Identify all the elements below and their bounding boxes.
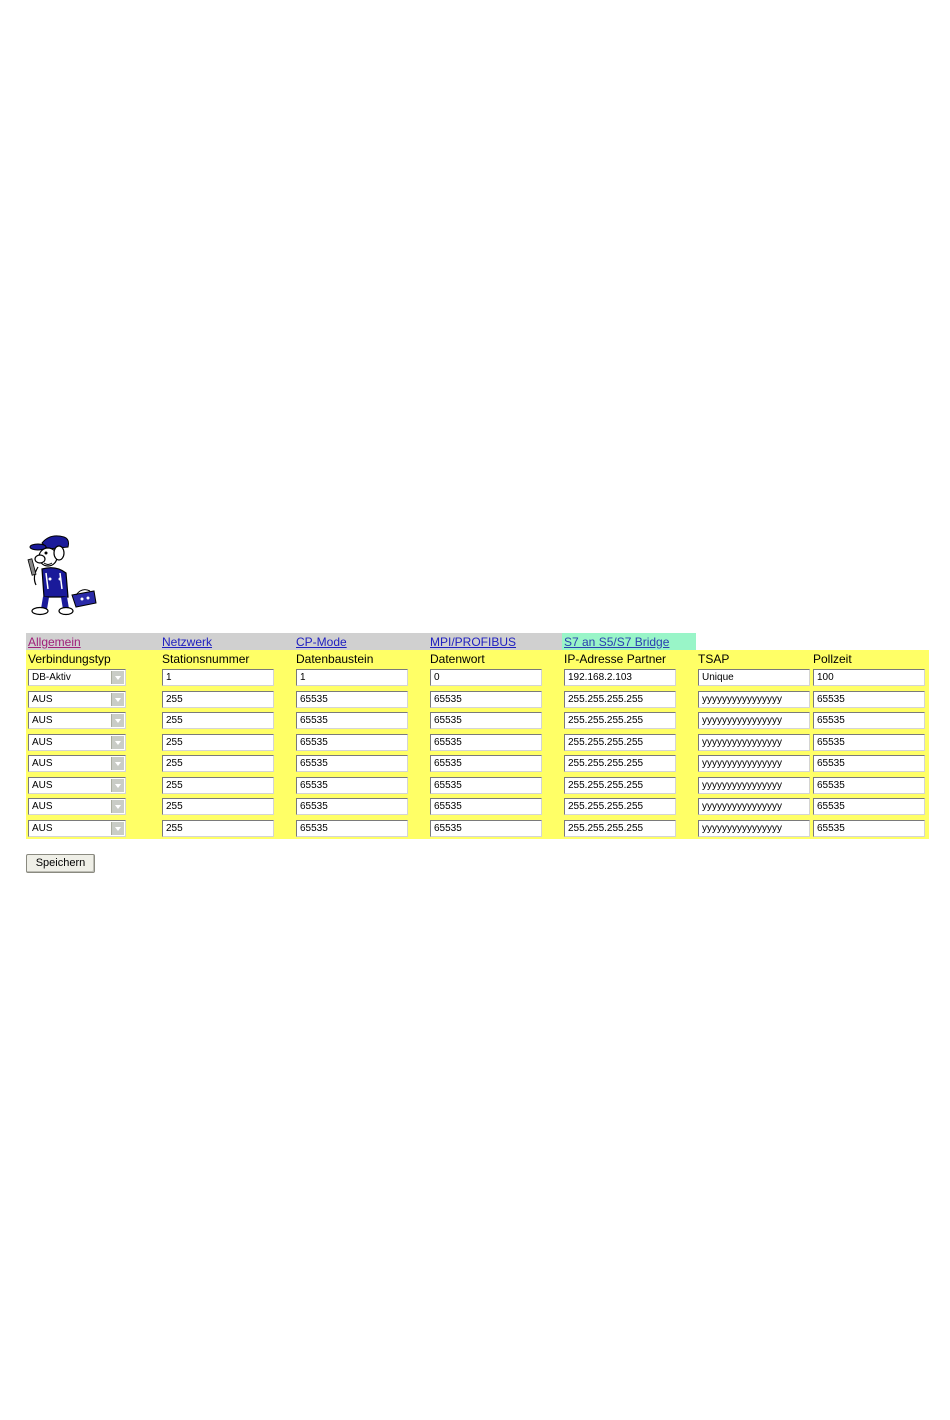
connection-config-table: [26, 633, 929, 839]
verbindungstyp-select[interactable]: [28, 669, 126, 686]
pollzeit-input[interactable]: [813, 691, 925, 708]
input-value: 65535: [817, 779, 845, 791]
datenbaustein-input[interactable]: [296, 777, 408, 794]
table-cell: [294, 689, 428, 711]
input-value: 65535: [434, 715, 462, 727]
tab-link-mpi-profibus[interactable]: MPI/PROFIBUS: [430, 634, 517, 649]
table-cell: [160, 796, 294, 818]
table-cell: [160, 710, 294, 732]
stationsnummer-input[interactable]: [162, 755, 274, 772]
table-cell: [428, 667, 562, 689]
table-cell: [562, 732, 696, 754]
input-value: 65535: [434, 693, 462, 705]
datenwort-input[interactable]: [430, 669, 542, 686]
input-value: 65535: [817, 801, 845, 813]
input-value: 255.255.255.255: [568, 822, 644, 834]
pollzeit-input[interactable]: [813, 798, 925, 815]
table-cell: [160, 818, 294, 840]
input-value: 65535: [300, 822, 328, 834]
tab-link-netzwerk[interactable]: Netzwerk: [162, 634, 213, 649]
table-cell: [428, 753, 562, 775]
input-value: 255: [166, 736, 183, 748]
chevron-down-icon[interactable]: [111, 800, 124, 813]
tab-link-cp-mode[interactable]: CP-Mode: [296, 634, 347, 649]
input-value: yyyyyyyyyyyyyyyy: [702, 715, 782, 727]
select-value: DB-Aktiv: [32, 672, 71, 684]
table-cell: [562, 689, 696, 711]
pollzeit-input[interactable]: [813, 712, 925, 729]
input-value: 65535: [434, 779, 462, 791]
input-value: 65535: [817, 822, 845, 834]
ip-adresse-input[interactable]: [564, 820, 676, 837]
table-cell: [562, 796, 696, 818]
input-value: 1: [300, 672, 306, 684]
input-value: 255.255.255.255: [568, 693, 644, 705]
select-value: AUS: [32, 758, 53, 770]
table-cell: [26, 710, 160, 732]
tab-allgemein: [26, 633, 160, 650]
chevron-down-icon[interactable]: [111, 736, 124, 749]
input-value: 65535: [434, 758, 462, 770]
input-value: 65535: [300, 736, 328, 748]
table-cell: [562, 775, 696, 797]
input-value: 255: [166, 822, 183, 834]
mechanic-mascot-icon: [26, 533, 98, 617]
datenbaustein-input[interactable]: [296, 755, 408, 772]
input-value: 192.168.2.103: [568, 672, 632, 684]
datenwort-input[interactable]: [430, 755, 542, 772]
tsap-input[interactable]: [698, 798, 810, 815]
table-cell: [294, 710, 428, 732]
table-row: [26, 818, 929, 840]
pollzeit-input[interactable]: [813, 669, 925, 686]
tab-netzwerk: [160, 633, 294, 650]
input-value: 65535: [434, 822, 462, 834]
input-value: 255: [166, 693, 183, 705]
tab-mpi-profibus: [428, 633, 562, 650]
table-cell: [26, 753, 160, 775]
datenwort-input[interactable]: [430, 820, 542, 837]
input-value: Unique: [702, 672, 734, 684]
table-cell: [696, 732, 811, 754]
table-cell: [428, 710, 562, 732]
table-row: [26, 710, 929, 732]
select-value: AUS: [32, 715, 53, 727]
datenwort-input[interactable]: [430, 734, 542, 751]
table-cell: [26, 775, 160, 797]
table-cell: [160, 667, 294, 689]
select-value: AUS: [32, 693, 53, 705]
table-row: [26, 689, 929, 711]
table-cell: [811, 732, 929, 754]
table-cell: [26, 732, 160, 754]
table-cell: [160, 732, 294, 754]
verbindungstyp-select[interactable]: [28, 820, 126, 837]
col-header-tsap: TSAP: [696, 650, 811, 667]
table-cell: [294, 775, 428, 797]
table-cell: [26, 818, 160, 840]
datenbaustein-input[interactable]: [296, 734, 408, 751]
pollzeit-input[interactable]: [813, 734, 925, 751]
verbindungstyp-select[interactable]: [28, 777, 126, 794]
input-value: yyyyyyyyyyyyyyyy: [702, 779, 782, 791]
input-value: 65535: [817, 758, 845, 770]
input-value: 255.255.255.255: [568, 779, 644, 791]
tab-s7-bridge: [562, 633, 696, 650]
tsap-input[interactable]: [698, 755, 810, 772]
input-value: 65535: [817, 693, 845, 705]
ip-adresse-input[interactable]: [564, 669, 676, 686]
ip-adresse-input[interactable]: [564, 777, 676, 794]
col-header-ip-adresse: IP-Adresse Partner: [562, 650, 696, 667]
table-cell: [428, 689, 562, 711]
table-cell: [294, 796, 428, 818]
input-value: 255: [166, 758, 183, 770]
table-cell: [562, 710, 696, 732]
table-cell: [160, 689, 294, 711]
table-cell: [696, 689, 811, 711]
stationsnummer-input[interactable]: [162, 734, 274, 751]
tab-link-s7-bridge[interactable]: S7 an S5/S7 Bridge: [564, 634, 670, 649]
table-cell: [811, 818, 929, 840]
header-row: [26, 650, 929, 667]
input-value: 255: [166, 715, 183, 727]
tsap-input[interactable]: [698, 691, 810, 708]
table-cell: [696, 796, 811, 818]
ip-adresse-input[interactable]: [564, 691, 676, 708]
input-value: 65535: [300, 693, 328, 705]
datenbaustein-input[interactable]: [296, 691, 408, 708]
ip-adresse-input[interactable]: [564, 798, 676, 815]
input-value: 100: [817, 672, 834, 684]
input-value: 255: [166, 801, 183, 813]
table-cell: [696, 667, 811, 689]
table-row: [26, 775, 929, 797]
nav-spacer: [811, 633, 929, 650]
chevron-down-icon[interactable]: [111, 779, 124, 792]
verbindungstyp-select[interactable]: [28, 734, 126, 751]
input-value: 255.255.255.255: [568, 736, 644, 748]
stationsnummer-input[interactable]: [162, 669, 274, 686]
datenbaustein-input[interactable]: [296, 712, 408, 729]
table-cell: [562, 818, 696, 840]
table-cell: [696, 753, 811, 775]
pollzeit-input[interactable]: [813, 777, 925, 794]
table-cell: [294, 818, 428, 840]
input-value: 1: [166, 672, 172, 684]
table-row: [26, 667, 929, 689]
datenbaustein-input[interactable]: [296, 820, 408, 837]
verbindungstyp-select[interactable]: [28, 712, 126, 729]
table-cell: [26, 689, 160, 711]
tsap-input[interactable]: [698, 669, 810, 686]
chevron-down-icon[interactable]: [111, 693, 124, 706]
table-cell: [428, 818, 562, 840]
table-cell: [562, 667, 696, 689]
tsap-input[interactable]: [698, 712, 810, 729]
datenwort-input[interactable]: [430, 777, 542, 794]
select-value: AUS: [32, 822, 53, 834]
chevron-down-icon[interactable]: [111, 714, 124, 727]
stationsnummer-input[interactable]: [162, 691, 274, 708]
table-row: [26, 753, 929, 775]
input-value: 65535: [817, 715, 845, 727]
tsap-input[interactable]: [698, 820, 810, 837]
table-cell: [811, 689, 929, 711]
input-value: 65535: [434, 801, 462, 813]
table-cell: [696, 818, 811, 840]
table-cell: [428, 796, 562, 818]
input-value: 65535: [817, 736, 845, 748]
tab-cp-mode: [294, 633, 428, 650]
col-header-verbindungstyp: Verbindungstyp: [26, 650, 160, 667]
table-cell: [160, 753, 294, 775]
col-header-datenbaustein: Datenbaustein: [294, 650, 428, 667]
table-cell: [428, 732, 562, 754]
table-cell: [160, 775, 294, 797]
save-button[interactable]: Speichern: [26, 854, 95, 873]
table-cell: [811, 753, 929, 775]
table-cell: [294, 753, 428, 775]
table-cell: [811, 796, 929, 818]
ip-adresse-input[interactable]: [564, 712, 676, 729]
table-cell: [811, 667, 929, 689]
tab-link-allgemein[interactable]: Allgemein: [28, 634, 81, 649]
table-cell: [26, 667, 160, 689]
table-row: [26, 732, 929, 754]
chevron-down-icon[interactable]: [111, 822, 124, 835]
connection-rows: [26, 667, 929, 839]
select-value: AUS: [32, 736, 53, 748]
verbindungstyp-select[interactable]: [28, 755, 126, 772]
table-cell: [562, 753, 696, 775]
ip-adresse-input[interactable]: [564, 734, 676, 751]
col-header-stationsnummer: Stationsnummer: [160, 650, 294, 667]
pollzeit-input[interactable]: [813, 820, 925, 837]
stationsnummer-input[interactable]: [162, 798, 274, 815]
nav-spacer: [696, 633, 811, 650]
stationsnummer-input[interactable]: [162, 777, 274, 794]
verbindungstyp-select[interactable]: [28, 798, 126, 815]
ip-adresse-input[interactable]: [564, 755, 676, 772]
table-cell: [428, 775, 562, 797]
datenwort-input[interactable]: [430, 691, 542, 708]
input-value: yyyyyyyyyyyyyyyy: [702, 801, 782, 813]
input-value: 65535: [434, 736, 462, 748]
nav-tabs-row: [26, 633, 929, 650]
input-value: 255.255.255.255: [568, 715, 644, 727]
chevron-down-icon[interactable]: [111, 671, 124, 684]
select-value: AUS: [32, 801, 53, 813]
input-value: yyyyyyyyyyyyyyyy: [702, 758, 782, 770]
stationsnummer-input[interactable]: [162, 712, 274, 729]
table-cell: [696, 775, 811, 797]
tsap-input[interactable]: [698, 777, 810, 794]
input-value: 65535: [300, 758, 328, 770]
input-value: 255.255.255.255: [568, 801, 644, 813]
stationsnummer-input[interactable]: [162, 820, 274, 837]
tsap-input[interactable]: [698, 734, 810, 751]
col-header-datenwort: Datenwort: [428, 650, 562, 667]
table-row: [26, 796, 929, 818]
input-value: 0: [434, 672, 440, 684]
pollzeit-input[interactable]: [813, 755, 925, 772]
input-value: 65535: [300, 801, 328, 813]
verbindungstyp-select[interactable]: [28, 691, 126, 708]
table-cell: [26, 796, 160, 818]
datenwort-input[interactable]: [430, 798, 542, 815]
datenwort-input[interactable]: [430, 712, 542, 729]
table-cell: [294, 732, 428, 754]
select-value: AUS: [32, 779, 53, 791]
table-cell: [696, 710, 811, 732]
input-value: yyyyyyyyyyyyyyyy: [702, 822, 782, 834]
input-value: 255: [166, 779, 183, 791]
input-value: yyyyyyyyyyyyyyyy: [702, 736, 782, 748]
datenbaustein-input[interactable]: [296, 798, 408, 815]
input-value: 65535: [300, 779, 328, 791]
input-value: 65535: [300, 715, 328, 727]
chevron-down-icon[interactable]: [111, 757, 124, 770]
table-cell: [294, 667, 428, 689]
col-header-pollzeit: Pollzeit: [811, 650, 929, 667]
input-value: yyyyyyyyyyyyyyyy: [702, 693, 782, 705]
table-cell: [811, 775, 929, 797]
datenbaustein-input[interactable]: [296, 669, 408, 686]
table-cell: [811, 710, 929, 732]
input-value: 255.255.255.255: [568, 758, 644, 770]
